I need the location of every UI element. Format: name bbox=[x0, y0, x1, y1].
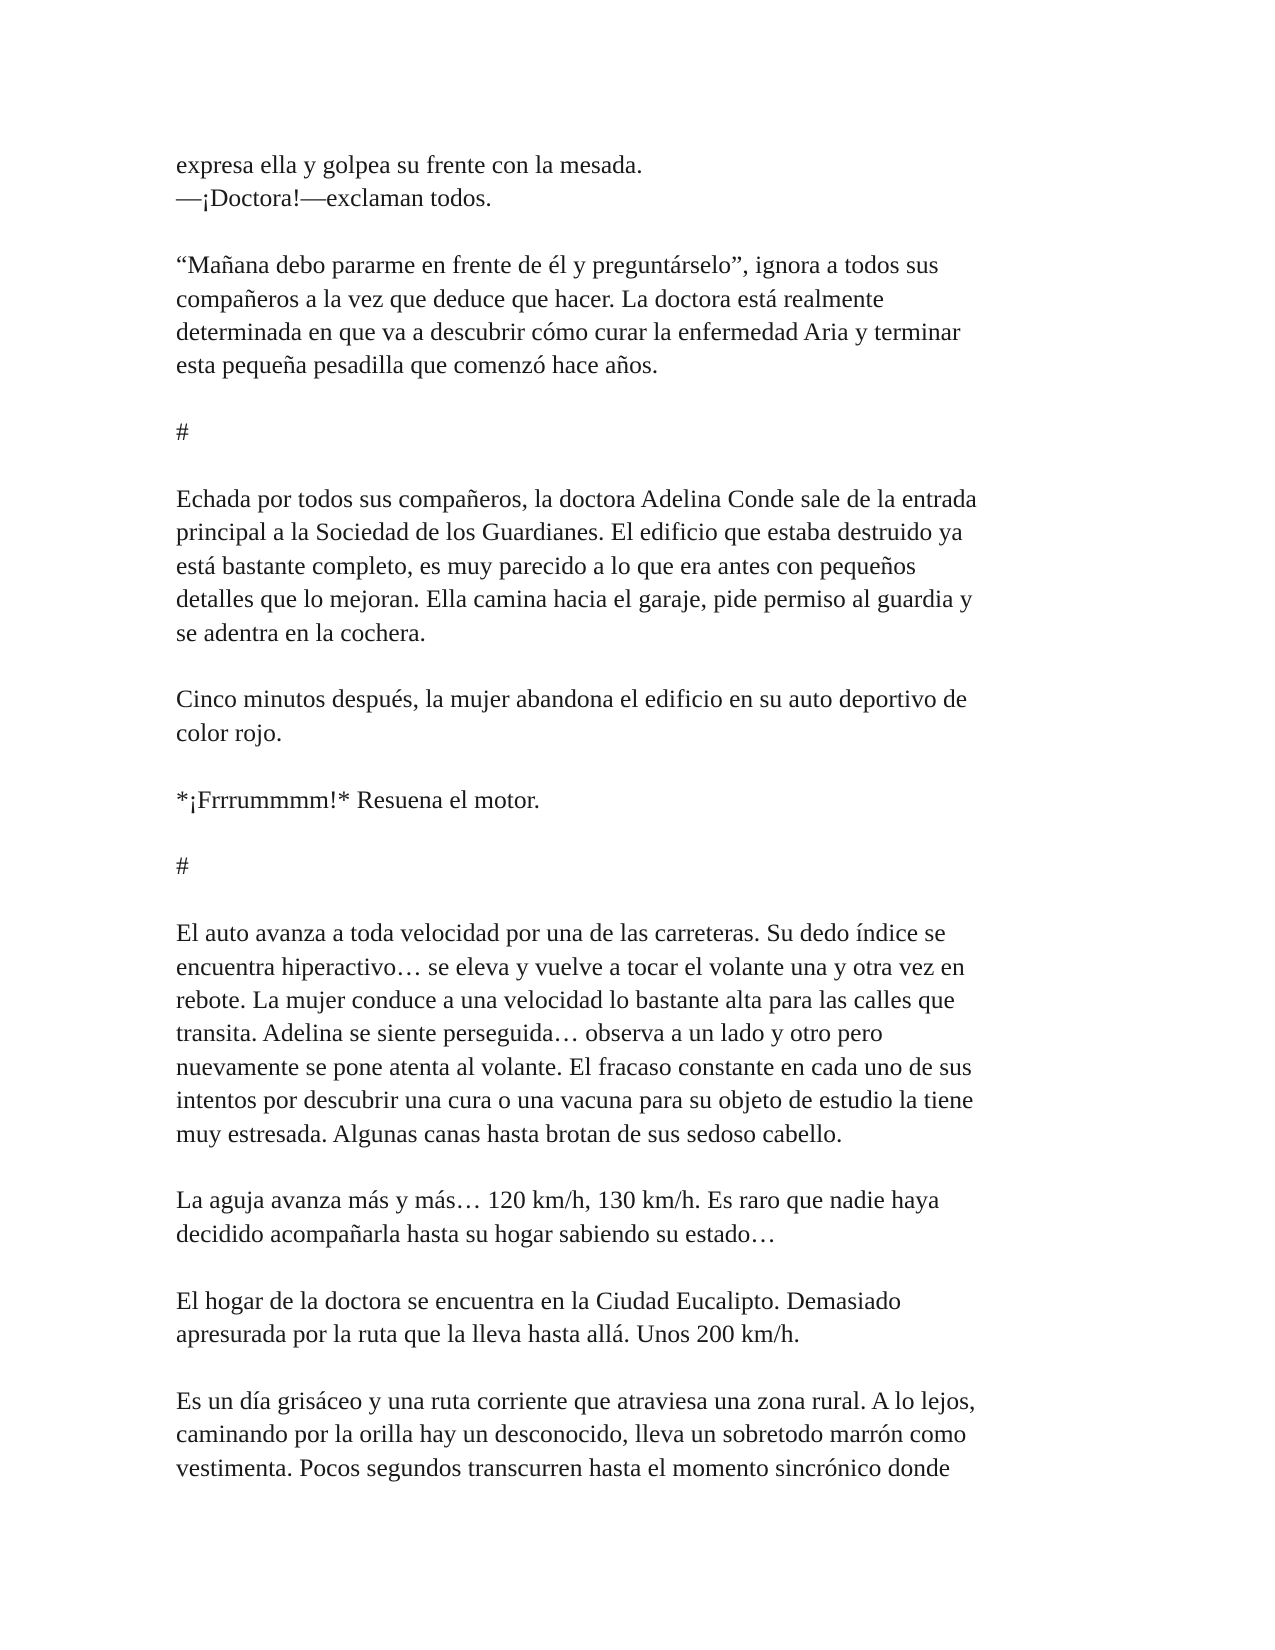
document-page bbox=[176, 148, 1106, 1517]
scene-break bbox=[176, 849, 1106, 882]
paragraph-4 bbox=[176, 682, 1106, 749]
text-line: caminando por la orilla hay un desconocido, lleva un sobretodo marrón como bbox=[176, 1419, 967, 1449]
paragraph-6 bbox=[176, 916, 1106, 1150]
text-line: determinada en que va a descubrir cómo curar la enfermedad Aria y terminar bbox=[176, 317, 961, 347]
text-line: El auto avanza a toda velocidad por una de las carreteras. Su dedo índice se bbox=[176, 918, 946, 948]
text-line: apresurada por la ruta que la lleva hasta allá. Unos 200 km/h. bbox=[176, 1319, 800, 1349]
text-line: se adentra en la cochera. bbox=[176, 617, 426, 647]
text-line: encuentra hiperactivo… se eleva y vuelve a tocar el volante una y otra vez en bbox=[176, 951, 965, 981]
paragraph-9 bbox=[176, 1384, 1106, 1484]
text-line: Cinco minutos después, la mujer abandona el edificio en su auto deportivo de bbox=[176, 684, 968, 714]
paragraph-1 bbox=[176, 148, 1106, 215]
text-line: La aguja avanza más y más… 120 km/h, 130 km/h. Es raro que nadie haya bbox=[176, 1185, 940, 1215]
scene-break-mark: # bbox=[176, 851, 189, 881]
text-line: color rojo. bbox=[176, 717, 283, 747]
text-line: decidido acompañarla hasta su hogar sabiendo su estado… bbox=[176, 1218, 776, 1248]
text-line: transita. Adelina se siente perseguida… observa a un lado y otro pero bbox=[176, 1018, 883, 1048]
text-line: Echada por todos sus compañeros, la doctora Adelina Conde sale de la entrada bbox=[176, 484, 977, 514]
paragraph-8 bbox=[176, 1284, 1106, 1351]
scene-break bbox=[176, 415, 1106, 448]
text-line: *¡Frrrummmm!* Resuena el motor. bbox=[176, 784, 541, 814]
text-line: —¡Doctora!—exclaman todos. bbox=[176, 183, 492, 213]
text-line: detalles que lo mejoran. Ella camina hacia el garaje, pide permiso al guardia y bbox=[176, 584, 973, 614]
text-line: esta pequeña pesadilla que comenzó hace años. bbox=[176, 350, 659, 380]
paragraph-5 bbox=[176, 783, 1106, 816]
text-line: está bastante completo, es muy parecido a lo que era antes con pequeños bbox=[176, 550, 916, 580]
paragraph-3 bbox=[176, 482, 1106, 649]
text-line: “Mañana debo pararme en frente de él y preguntárselo”, ignora a todos sus bbox=[176, 250, 939, 280]
text-line: intentos por descubrir una cura o una vacuna para su objeto de estudio la tiene bbox=[176, 1085, 974, 1115]
scene-break-mark: # bbox=[176, 417, 189, 447]
text-line: muy estresada. Algunas canas hasta brotan de sus sedoso cabello. bbox=[176, 1118, 843, 1148]
text-line: El hogar de la doctora se encuentra en la Ciudad Eucalipto. Demasiado bbox=[176, 1285, 902, 1315]
paragraph-7 bbox=[176, 1183, 1106, 1250]
text-line: Es un día grisáceo y una ruta corriente que atraviesa una zona rural. A lo lejos, bbox=[176, 1385, 976, 1415]
text-line: principal a la Sociedad de los Guardianes. El edificio que estaba destruido ya bbox=[176, 517, 963, 547]
text-line: compañeros a la vez que deduce que hacer. La doctora está realmente bbox=[176, 283, 884, 313]
text-line: nuevamente se pone atenta al volante. El fracaso constante en cada uno de sus bbox=[176, 1051, 972, 1081]
text-line: rebote. La mujer conduce a una velocidad lo bastante alta para las calles que bbox=[176, 985, 955, 1015]
text-line: expresa ella y golpea su frente con la mesada. bbox=[176, 150, 643, 179]
paragraph-2 bbox=[176, 248, 1106, 382]
text-line: vestimenta. Pocos segundos transcurren hasta el momento sincrónico donde bbox=[176, 1452, 951, 1482]
